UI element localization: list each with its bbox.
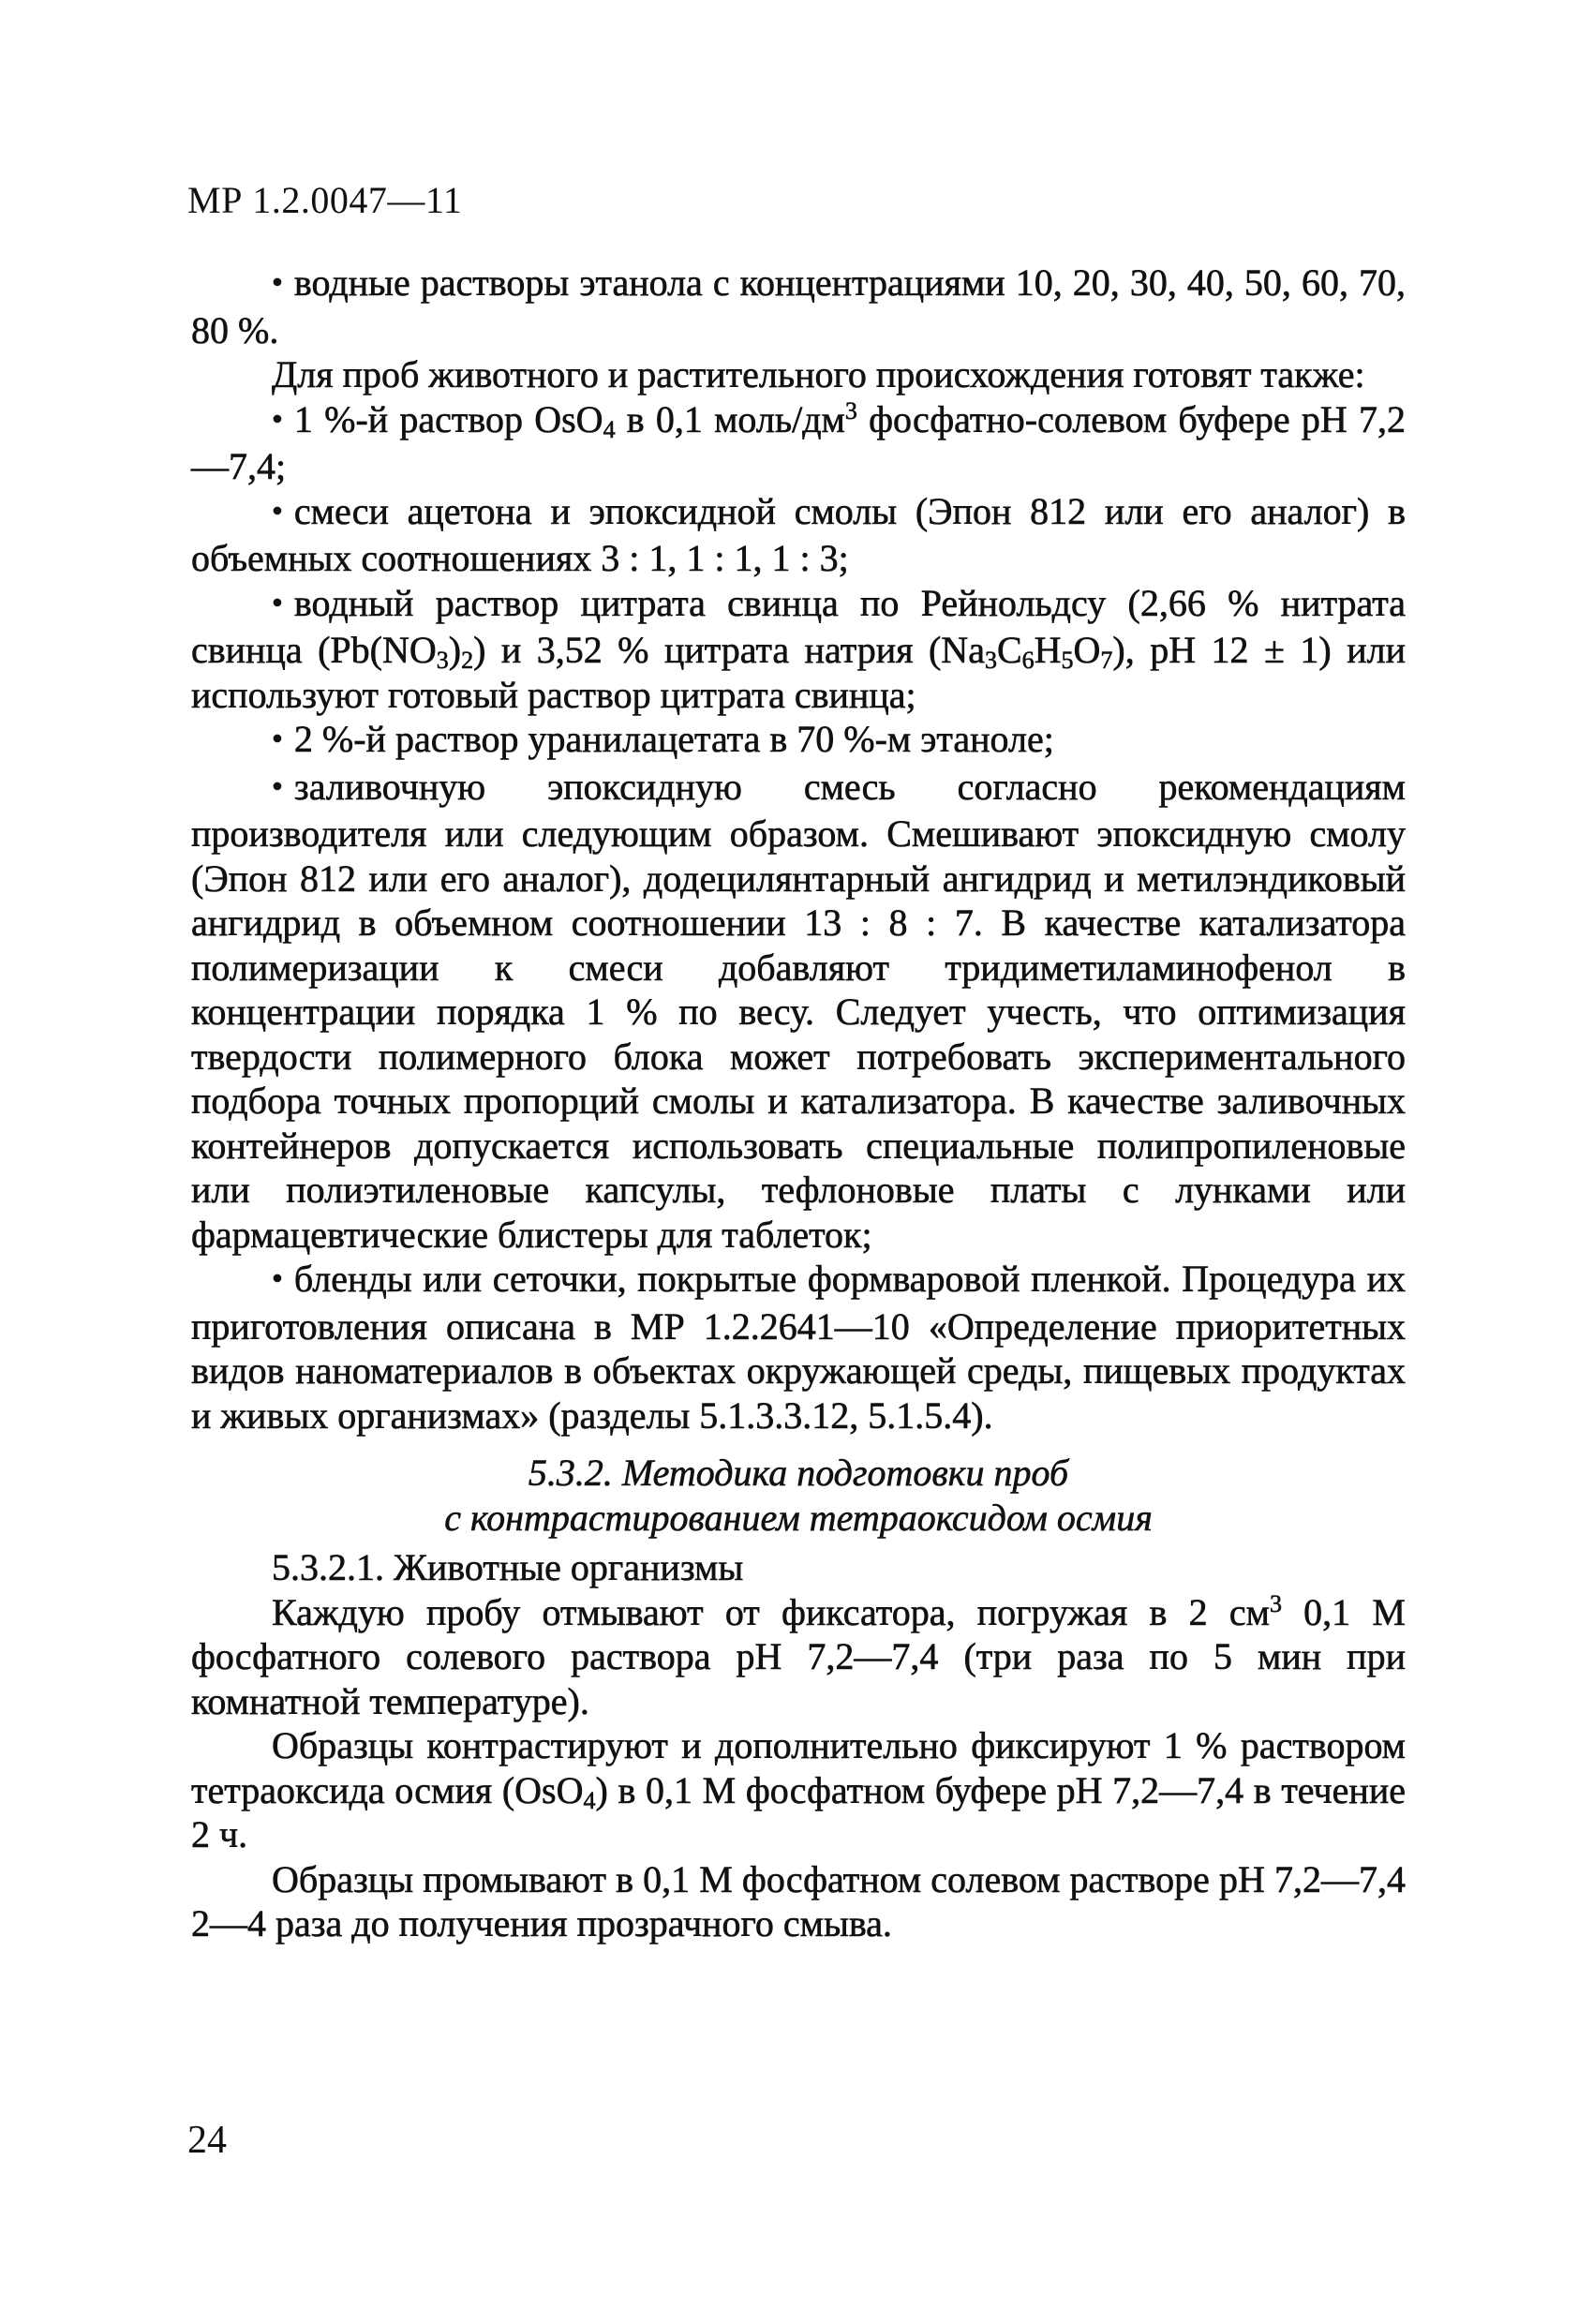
list-item-acetone: • смеси ацетона и эпоксидной смолы (Эпон 812 или его аналог) в объемных соотношениях 3 : 1, 1 : 1, 1 : 3; bbox=[191, 489, 1406, 581]
text-run: 1 %-й раствор OsO bbox=[293, 397, 603, 440]
text-run: C bbox=[996, 629, 1022, 671]
subscript: 7 bbox=[1100, 647, 1113, 674]
section-heading-line1: 5.3.2. Методика подготовки проб bbox=[528, 1452, 1069, 1494]
paragraph-contrast bbox=[191, 1723, 1406, 1857]
document-body bbox=[191, 261, 1406, 1946]
superscript: 3 bbox=[1269, 1589, 1282, 1617]
section-heading bbox=[191, 1451, 1406, 1540]
subscript: 2 bbox=[461, 647, 474, 674]
text-run: O bbox=[1073, 629, 1101, 671]
paragraph-wash bbox=[191, 1590, 1406, 1724]
text-run: ) в 0,1 М фосфатном буфере рН 7,2—7,4 в течение 2 ч. bbox=[191, 1768, 1406, 1855]
section-heading-line2: с контрастированием тетраоксидом осмия bbox=[444, 1496, 1153, 1539]
list-item-epoxy-mix: • заливочную эпоксидную смесь согласно рекомендациям производителя или следующим образом. Смешивают эпоксидную смолу (Эпон 812 или его аналог), додецилянтарный ангидрид и метилэндиковый ангидрид в объемном соотношении 13 : 8 : 7. В качестве катализатора полимеризации к смеси добавляют тридиметиламинофенол в концентрации порядка 1 % по весу. Следует учесть, что оптимизация твердости полимерного блока может потребовать экспериментального подбора точных пропорций смолы и катализатора. В качестве заливочных контейнеров допускается использовать специальные полипропиленовые или полиэтиленовые капсулы, тефлоновые платы с лунками или фармацевтические блистеры для таблеток; bbox=[191, 765, 1406, 1258]
paragraph-rinse: Образцы промывают в 0,1 М фосфатном солевом растворе рН 7,2—7,4 2—4 раза до получения прозрачного смыва. bbox=[191, 1857, 1406, 1944]
superscript: 3 bbox=[844, 396, 857, 425]
text-run: фосфатно-солевом буфере рН 7,2—7,4; bbox=[191, 397, 1406, 487]
subscript: 6 bbox=[1021, 647, 1035, 674]
subscript: 4 bbox=[603, 415, 616, 443]
page-number: 24 bbox=[187, 2119, 227, 2162]
text-run: 0,1 М фосфатного солевого раствора рН 7,2—7,4 (три раза по 5 мин при комнатной температуре). bbox=[191, 1590, 1406, 1722]
subsection-heading: 5.3.2.1. Животные организмы bbox=[272, 1546, 744, 1588]
text-run: H bbox=[1034, 629, 1062, 671]
text-run: ) bbox=[448, 629, 462, 671]
list-item-oso4 bbox=[191, 397, 1406, 489]
list-item-grids: • бленды или сеточки, покрытые формваровой пленкой. Процедура их приготовления описана в МР 1.2.2641—10 «Определение приоритетных видов наноматериалов в объектах окружающей среды, пищевых продуктах и живых организмах» (разделы 5.1.3.3.12, 5.1.5.4). bbox=[191, 1257, 1406, 1438]
text-run: Каждую пробу отмывают от фиксатора, погружая в 2 см bbox=[272, 1590, 1270, 1633]
text-run: ) и 3,52 % цитрата натрия (Na bbox=[473, 629, 985, 671]
document-code-header: МР 1.2.0047—11 bbox=[187, 179, 463, 221]
list-item-lead-citrate bbox=[191, 581, 1406, 718]
text-run: ), рН 12 ± 1) или используют готовый раствор цитрата свинца; bbox=[191, 629, 1406, 716]
subscript: 3 bbox=[984, 647, 997, 674]
paragraph-intro: Для проб животного и растительного происхождения готовят также: bbox=[272, 353, 1365, 395]
text-run: в 0,1 моль/дм bbox=[615, 397, 845, 440]
text-run: Образцы контрастируют и дополнительно фиксируют 1 % раствором тетраоксида осмия (OsO bbox=[191, 1724, 1406, 1811]
subscript: 3 bbox=[436, 647, 449, 674]
subscript: 4 bbox=[583, 1786, 596, 1814]
text-run: водный раствор цитрата свинца по Рейнольдсу (2,66 % нитрата свинца (Pb(NO bbox=[191, 581, 1406, 671]
list-item-ethanol: • водные растворы этанола с концентрациями 10, 20, 30, 40, 50, 60, 70, 80 %. bbox=[191, 261, 1406, 352]
list-item-uranyl: • 2 %-й раствор уранилацетата в 70 %-м этаноле; bbox=[191, 717, 1406, 765]
subscript: 5 bbox=[1061, 647, 1074, 674]
